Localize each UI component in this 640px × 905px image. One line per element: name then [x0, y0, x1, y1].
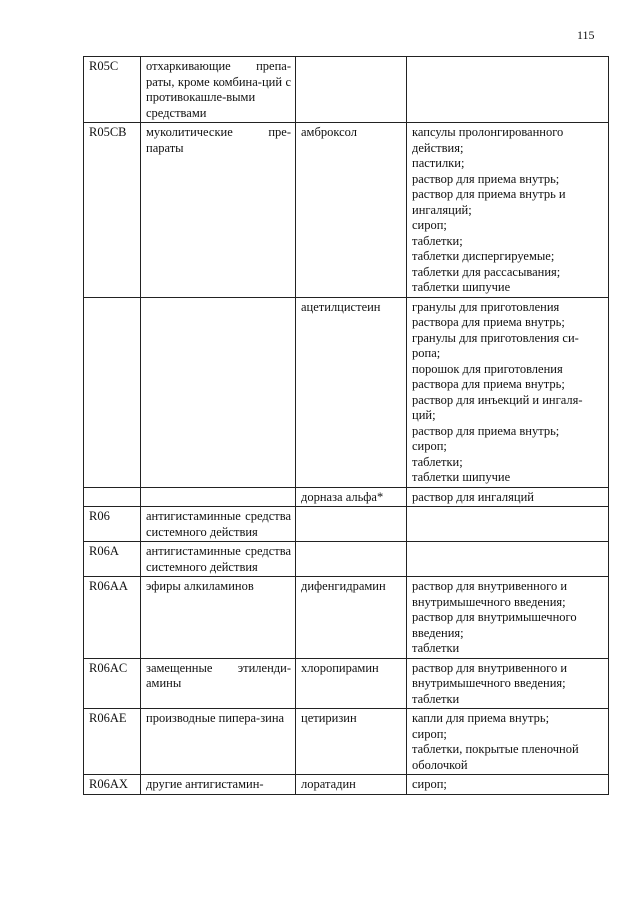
table-row: [84, 487, 609, 507]
group-name-cell: [141, 487, 296, 507]
atc-code-cell: R06AA: [84, 577, 141, 659]
atc-code-cell: R06A: [84, 542, 141, 577]
dosage-form-item: таблетки шипучие: [412, 280, 511, 294]
group-name-cell: антигистаминные средства системного действия: [141, 542, 296, 577]
group-name-cell: производные пипера-зина: [141, 709, 296, 775]
dosage-forms-cell: [407, 709, 609, 775]
table-row: [84, 658, 609, 709]
dosage-form-item: капсулы пролонгированного действия;: [412, 125, 564, 155]
dosage-forms-cell: [407, 507, 609, 542]
dosage-forms-cell: [407, 123, 609, 298]
table-row: [84, 507, 609, 542]
table-row: [84, 297, 609, 487]
dosage-form-item: сироп;: [412, 726, 447, 741]
atc-code-cell: [84, 297, 141, 487]
group-name-cell: муколитические пре-параты: [141, 123, 296, 298]
drug-name-cell: [296, 542, 407, 577]
atc-code-cell: R06AX: [84, 775, 141, 795]
dosage-form-item: пастилки;: [412, 156, 465, 170]
drug-name-cell: дифенгидрамин: [296, 577, 407, 659]
dosage-forms-cell: [407, 542, 609, 577]
dosage-form-item: таблетки шипучие: [412, 470, 511, 484]
dosage-form-item: таблетки;: [412, 233, 463, 248]
table-row: [84, 123, 609, 298]
table-row: [84, 577, 609, 659]
atc-code-cell: R05CB: [84, 123, 141, 298]
table-body: [84, 57, 609, 795]
drug-table: [83, 56, 609, 795]
drug-name-cell: хлоропирамин: [296, 658, 407, 709]
page-number: 115: [577, 28, 595, 42]
group-name-cell: эфиры алкиламинов: [141, 577, 296, 659]
dosage-form-item: раствор для приема внутрь;: [412, 171, 560, 186]
dosage-form-item: таблетки: [412, 691, 460, 706]
dosage-form-item: раствор для внутривенного и внутримышечного введения;: [412, 579, 568, 609]
table-row: [84, 542, 609, 577]
table-row: [84, 57, 609, 123]
dosage-form-item: раствор для внутримышечного введения;: [412, 610, 577, 640]
group-name-cell: антигистаминные средства системного действия: [141, 507, 296, 542]
drug-name-cell: ацетилцистеин: [296, 297, 407, 487]
dosage-form-item: гранулы для приготовления раствора для приема внутрь;: [412, 299, 565, 329]
dosage-form-item: гранулы для приготовления си-ропа;: [412, 330, 579, 360]
dosage-forms-cell: [407, 297, 609, 487]
table-row: [84, 709, 609, 775]
dosage-form-item: таблетки;: [412, 454, 463, 469]
dosage-form-item: раствор для приема внутрь;: [412, 423, 560, 438]
dosage-form-item: раствор для приема внутрь и ингаляций;: [412, 187, 566, 217]
group-name-cell: замещенные этиленди-амины: [141, 658, 296, 709]
dosage-form-item: раствор для инъекций и ингаля-ций;: [412, 392, 583, 422]
dosage-form-item: сироп;: [412, 218, 447, 232]
atc-code-cell: R06AC: [84, 658, 141, 709]
dosage-form-item: таблетки диспергируемые;: [412, 249, 555, 263]
dosage-form-item: сироп;: [412, 777, 447, 791]
dosage-forms-cell: [407, 775, 609, 795]
dosage-form-item: таблетки: [412, 641, 460, 655]
drug-name-cell: дорназа альфа*: [296, 487, 407, 507]
dosage-forms-cell: [407, 577, 609, 659]
drug-name-cell: амброксол: [296, 123, 407, 298]
dosage-forms-cell: [407, 658, 609, 709]
dosage-form-item: порошок для приготовления раствора для приема внутрь;: [412, 361, 565, 391]
atc-code-cell: R06: [84, 507, 141, 542]
atc-code-cell: R06AE: [84, 709, 141, 775]
drug-name-cell: [296, 507, 407, 542]
drug-name-cell: лоратадин: [296, 775, 407, 795]
drug-name-cell: цетиризин: [296, 709, 407, 775]
atc-code-cell: [84, 487, 141, 507]
dosage-form-item: раствор для ингаляций: [412, 489, 534, 504]
group-name-cell: другие антигистамин-: [141, 775, 296, 795]
dosage-forms-cell: [407, 487, 609, 507]
dosage-form-item: таблетки для рассасывания;: [412, 264, 561, 279]
dosage-form-item: раствор для внутривенного и внутримышечного введения;: [412, 660, 568, 690]
table-row: [84, 775, 609, 795]
group-name-cell: отхаркивающие препа-раты, кроме комбина-ций с противокашле-выми средствами: [141, 57, 296, 123]
drug-name-cell: [296, 57, 407, 123]
dosage-form-item: капли для приема внутрь;: [412, 711, 550, 725]
dosage-form-item: таблетки, покрытые пленочной оболочкой: [412, 742, 579, 772]
atc-code-cell: R05C: [84, 57, 141, 123]
group-name-cell: [141, 297, 296, 487]
dosage-form-item: сироп;: [412, 439, 447, 453]
dosage-forms-cell: [407, 57, 609, 123]
